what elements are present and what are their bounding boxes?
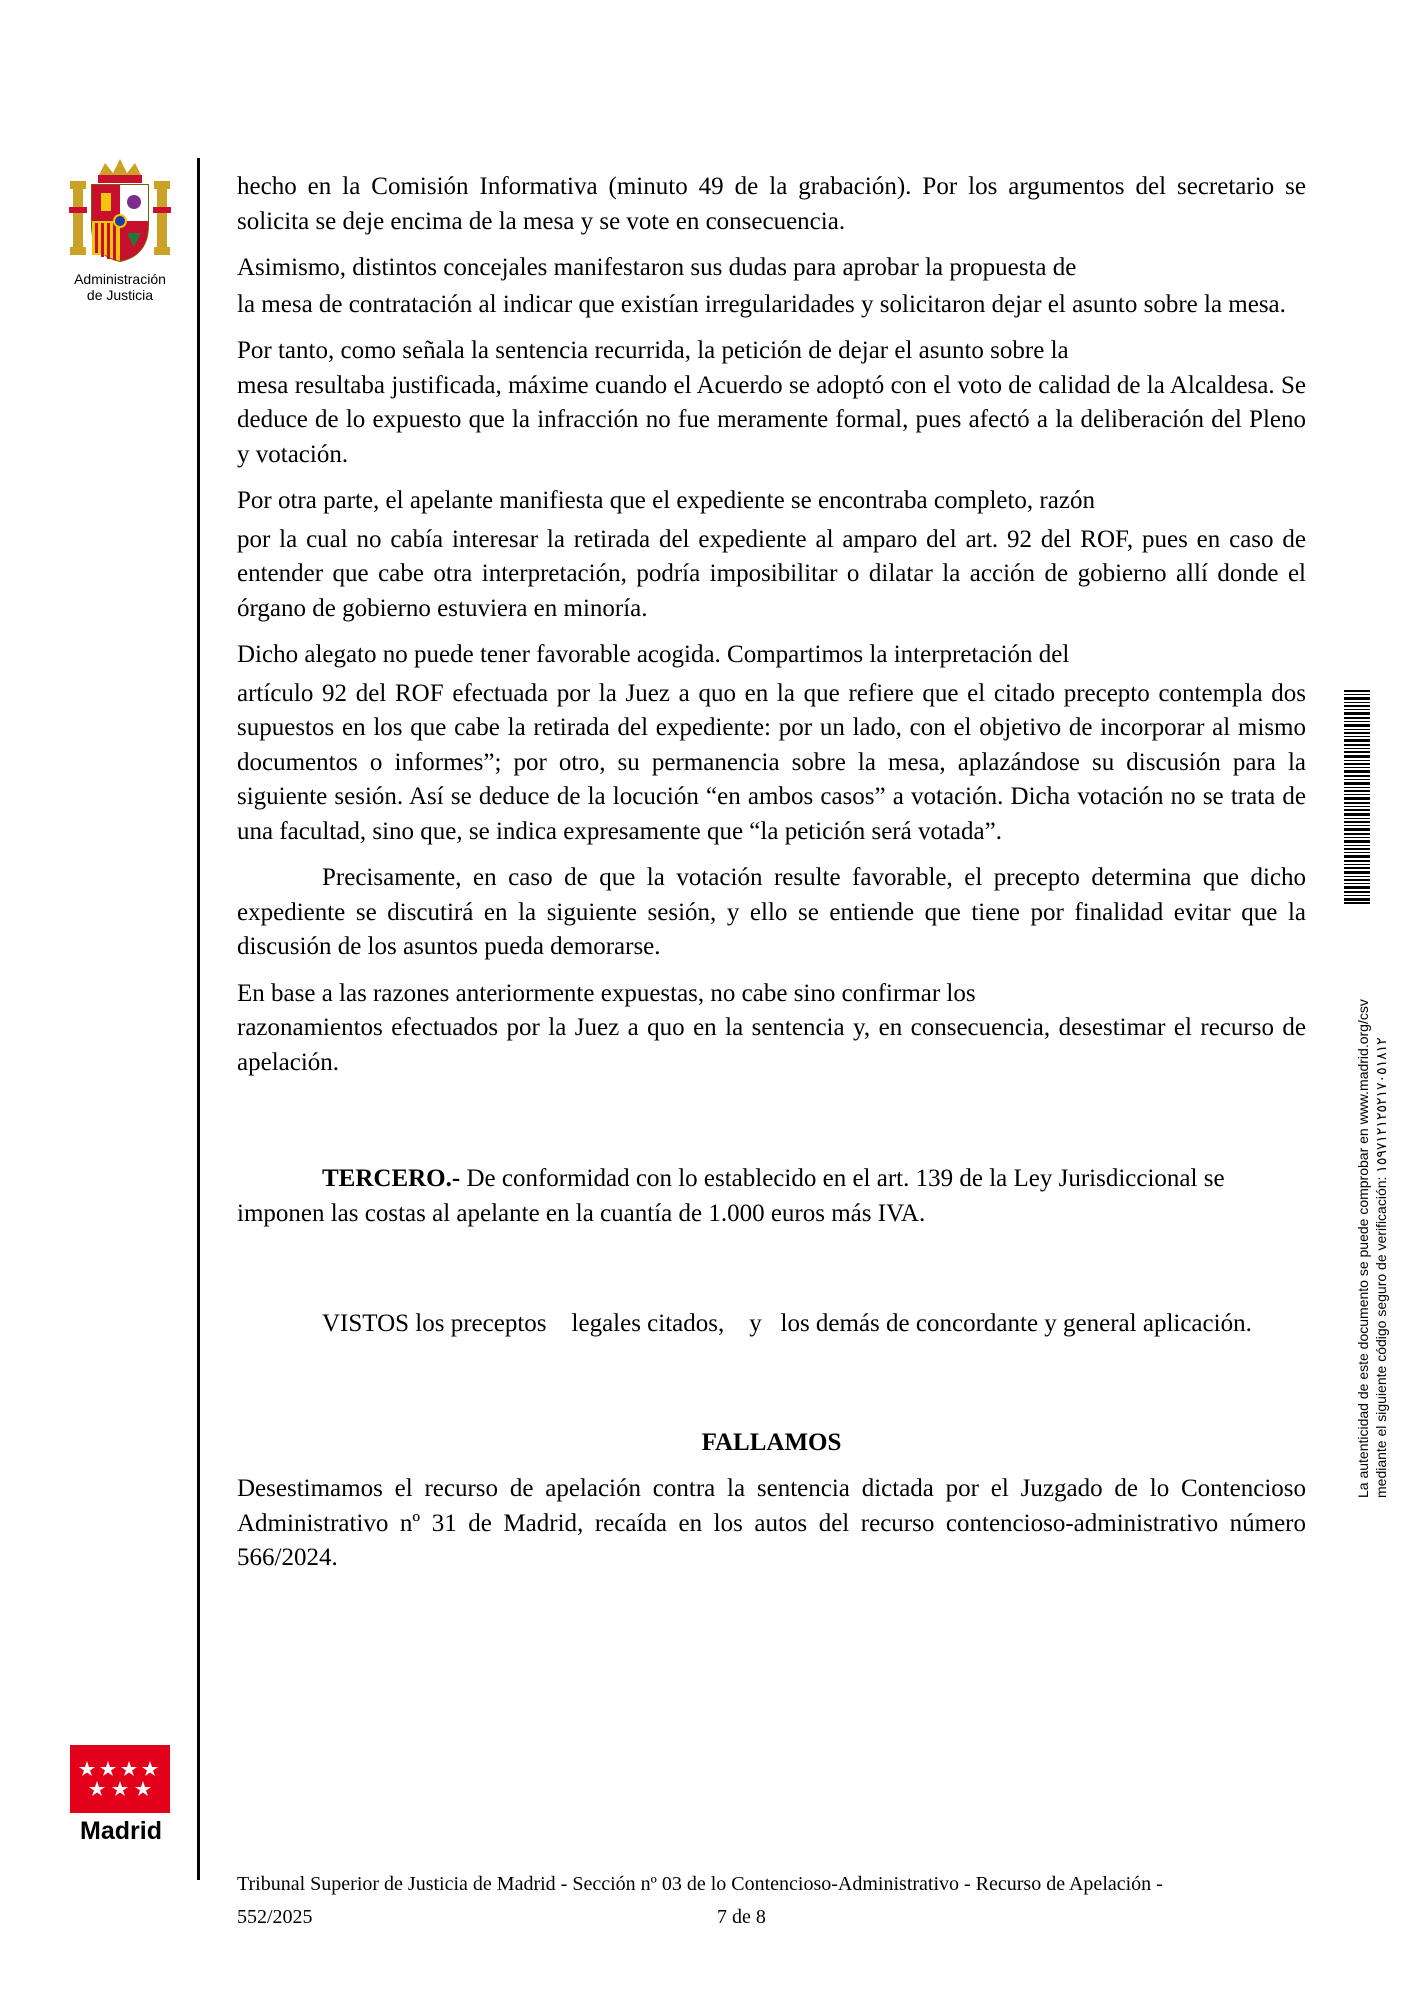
madrid-red-box [70,1745,170,1813]
paragraph-2-first-line: Asimismo, distintos concejales manifestaron sus dudas para aprobar la propuesta de [237,254,1077,281]
footer-court-line: Tribunal Superior de Justicia de Madrid - Sección nº 03 de lo Contencioso-Administrativo - Recurso de Apelación - [237,1873,1163,1895]
paragraph-3-rest: mesa resultaba justificada, máxime cuando el Acuerdo se adoptó con el voto de calidad de la Alcaldesa. Se deduce de lo expuesto que la infracción no fue meramente formal, pues afectó a la deliberación del Pleno y votación. [237,371,1306,468]
page-footer [237,1868,1237,1934]
spanish-coat-of-arms-icon [65,155,175,265]
footer-case-number: 552/2025 [237,1906,313,1928]
csv-line-1: La autenticidad de este documento se puede comprobar en www.madrid.org/csv [1355,999,1371,1498]
comunidad-madrid-logo [70,1745,172,1846]
madrid-stars-icon [78,1759,162,1799]
footer-second-line [237,1901,1237,1934]
paragraph-3-first-line: Por tanto, como señala la sentencia recurrida, la petición de dejar el asunto sobre la [237,337,1069,364]
paragraph-4-first-line: Por otra parte, el apelante manifiesta que el expediente se encontraba completo, razón [237,487,1095,514]
tercero-text: De conformidad con lo establecido en el art. 139 de la Ley Jurisdiccional se imponen las costas al apelante en la cuantía de 1.000 euros más IVA. [237,1165,1225,1227]
paragraph-vistos: VISTOS los preceptos legales citados, y los demás de concordante y general aplicación. [322,1310,1252,1337]
csv-verification-text [1354,818,1394,1498]
paragraph-6: Precisamente, en caso de que la votación resulte favorable, el precepto determina que dicho expediente se discutirá en la siguiente sesión, y ello se entiende que tiene por finalidad evitar que la discusión de los asuntos pueda demorarse. [237,864,1306,960]
caption-line-2: de Justicia [86,287,154,303]
paragraph-4-rest: por la cual no cabía interesar la retirada del expediente al amparo del art. 92 del ROF, pues en caso de entender que cabe otra interpretación, podría imposibilitar o dilatar la acción de gobierno allí donde el órgano de gobierno estuviera en minoría. [237,525,1306,622]
paragraph-5-first-line: Dicho alegato no puede tener favorable acogida. Compartimos la interpretación del [237,641,1070,668]
tercero-label: TERCERO.- [322,1165,461,1192]
document-body [237,170,1306,1576]
paragraph-7-first-line: En base a las razones anteriormente expuestas, no cabe sino confirmar los [237,979,976,1007]
fallamos-heading: FALLAMOS [701,1428,842,1456]
madrid-wordmark: Madrid [80,1817,162,1845]
administracion-justicia-logo [58,155,182,303]
csv-line-2: mediante el siguiente código seguro de verificación: ١٥٩٧١٢١٢٥٢١٧٠٥١٨١٢ [1373,1037,1389,1498]
paragraph-7-rest: razonamientos efectuados por la Juez a quo en la sentencia y, en consecuencia, desestimar el recurso de apelación. [237,1014,1306,1076]
paragraph-tercero [237,1162,1306,1231]
administracion-justicia-caption [58,271,182,303]
page-indicator: 7 de 8 [717,1906,766,1928]
paragraph-1: hecho en la Comisión Informativa (minuto 49 de la grabación). Por los argumentos del secretario se solicita se deje encima de la mesa y se vote en consecuencia. [237,173,1306,235]
fallamos-paragraph: Desestimamos el recurso de apelación contra la sentencia dictada por el Juzgado de lo Contencioso Administrativo nº 31 de Madrid, recaída en los autos del recurso contencioso-administrativo número 566/2024. [237,1475,1306,1571]
paragraph-5-rest: artículo 92 del ROF efectuada por la Juez a quo en la que refiere que el citado precepto contempla dos supuestos en los que cabe la retirada del expediente: por un lado, con el objetivo de incorporar al mismo documentos o informes”; por otro, su permanencia sobre la mesa, aplazándose su discusión para la siguiente sesión. Así se deduce de la locución “en ambos casos” a votación. Dicha votación no se trata de una facultad, sino que, se indica expresamente que “la petición será votada”. [237,679,1306,845]
caption-line-1: Administración [74,271,166,287]
vertical-divider [197,158,200,1880]
paragraph-2-rest: la mesa de contratación al indicar que existían irregularidades y solicitaron dejar el asunto sobre la mesa. [237,290,1286,318]
